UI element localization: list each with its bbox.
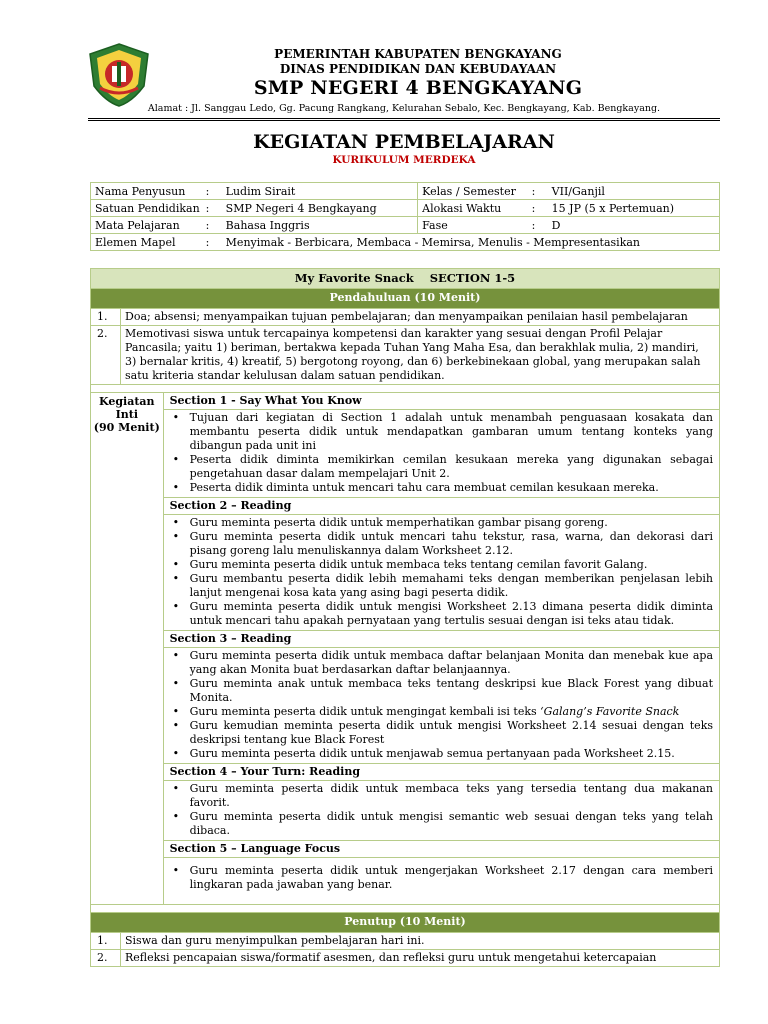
info-value: Menyimak - Berbicara, Membaca - Memirsa, Menulis - Mempresentasikan: [222, 234, 720, 251]
section-3-body: [163, 648, 719, 764]
info-colon: :: [204, 217, 222, 234]
unit-title: My Favorite Snack SECTION 1-5: [91, 269, 720, 289]
header-line-1: PEMERINTAH KABUPATEN BENGKAYANG: [274, 47, 562, 61]
info-row: [91, 200, 720, 217]
spacer: [91, 905, 720, 913]
info-value: VII/Ganjil: [548, 183, 720, 200]
section-4-title: Section 4 – Your Turn: Reading: [163, 764, 719, 781]
school-address: Alamat : Jl. Sanggau Ledo, Gg. Pacung Rangkang, Kelurahan Sebalo, Kec. Bengkayang, Kab. Bengkayang.: [147, 103, 661, 114]
info-colon: :: [204, 183, 222, 200]
list-item: • Guru meminta peserta didik untuk memperhatikan gambar pisang goreng.: [170, 516, 713, 530]
section-4-body: [163, 781, 719, 841]
info-table: [90, 182, 720, 251]
info-row: [91, 234, 720, 251]
item-number: 1.: [91, 309, 121, 326]
list-item: • Peserta didik diminta untuk mencari tahu cara membuat cemilan kesukaan mereka.: [170, 481, 713, 495]
item-number: 2.: [91, 950, 121, 967]
section-2-title: Section 2 – Reading: [163, 498, 719, 515]
item-number: 1.: [91, 933, 121, 950]
item-text: Doa; absensi; menyampaikan tujuan pembelajaran; dan menyampaikan penilaian hasil pembelajaran: [121, 309, 720, 326]
list-item: • Guru meminta peserta didik untuk membaca daftar belanjaan Monita dan menebak kue apa yang akan Monita buat berdasarkan daftar belanjaannya.: [170, 649, 713, 677]
list-item: [91, 933, 720, 950]
section-3-title: Section 3 – Reading: [163, 631, 719, 648]
list-item: • Guru membantu peserta didik lebih memahami teks dengan memberikan penjelasan lebih lanjut mengenai kosa kata yang asing bagi peserta didik.: [170, 572, 713, 600]
list-item: • Guru meminta peserta didik untuk mengerjakan Worksheet 2.17 dengan cara memberi lingkaran pada jawaban yang benar.: [170, 864, 713, 892]
activities-table: [90, 268, 720, 967]
header-line-2: DINAS PENDIDIKAN DAN KEBUDAYAAN: [279, 62, 557, 76]
info-label: Nama Penyusun: [91, 183, 204, 200]
list-item: [91, 950, 720, 967]
info-colon: :: [204, 200, 222, 217]
list-item: • Guru meminta peserta didik untuk mencari tahu tekstur, rasa, warna, dan dekorasi dari pisang goreng lalu menuliskannya dalam Worksheet 2.12.: [170, 530, 713, 558]
info-row: [91, 217, 720, 234]
list-item: • Guru meminta anak untuk membaca teks tentang deskripsi kue Black Forest yang dibuat Monita.: [170, 677, 713, 705]
info-row: [91, 183, 720, 200]
kegiatan-inti-label-2: Inti: [115, 408, 138, 421]
info-label: Fase: [418, 217, 530, 234]
regency-crest-logo: [86, 42, 152, 108]
item-text: Refleksi pencapaian siswa/formatif asesmen, dan refleksi guru untuk mengetahui ketercapaian: [121, 950, 720, 967]
document-title: KEGIATAN PEMBELAJARAN: [253, 131, 555, 153]
info-colon: :: [530, 183, 548, 200]
text-title-italic: ‘Galang’s Favorite Snack: [540, 705, 680, 718]
section-1-body: [163, 410, 719, 498]
item-text: Memotivasi siswa untuk tercapainya kompetensi dan karakter yang sesuai dengan Profil Pelajar Pancasila; yaitu 1) beriman, bertakwa kepada Tuhan Yang Maha Esa, dan berakhlak mulia, 2) mandiri, 3) bernalar kritis, 4) kreatif, 5) bergotong royong, dan 6) berkebinekaan global, yang merupakan salah satu kriteria standar kelulusan dalam satuan pendidikan.: [121, 326, 720, 385]
list-item: • Guru meminta peserta didik untuk mengisi semantic web sesuai dengan teks yang telah dibaca.: [170, 810, 713, 838]
info-value: Ludim Sirait: [222, 183, 418, 200]
info-colon: :: [204, 234, 222, 251]
info-label: Mata Pelajaran: [91, 217, 204, 234]
section-1-title: Section 1 - Say What You Know: [163, 393, 719, 410]
document-subtitle: KURIKULUM MERDEKA: [332, 154, 476, 166]
item-number: 2.: [91, 326, 121, 385]
info-label: Satuan Pendidikan: [91, 200, 204, 217]
info-label: Kelas / Semester: [418, 183, 530, 200]
header-government: [150, 47, 686, 77]
kegiatan-inti-label: [91, 393, 164, 905]
list-item-text: Guru meminta peserta didik untuk mengingat kembali isi teks: [189, 705, 541, 718]
kegiatan-inti-label-3: (90 Menit): [93, 421, 160, 434]
list-item: • Guru kemudian meminta peserta didik untuk mengisi Worksheet 2.14 sesuai dengan teks deskripsi tentang kue Black Forest: [170, 719, 713, 747]
school-name: SMP NEGERI 4 BENGKAYANG: [253, 77, 583, 99]
list-item: [170, 705, 713, 719]
list-item: • Guru meminta peserta didik untuk menjawab semua pertanyaan pada Worksheet 2.15.: [170, 747, 713, 761]
list-item: • Tujuan dari kegiatan di Section 1 adalah untuk menambah penguasaan kosakata dan membantu peserta didik untuk mendapatkan gambaran umum tentang konteks yang dibangun pada unit ini: [170, 411, 713, 453]
section-2-body: [163, 515, 719, 631]
list-item: [91, 309, 720, 326]
info-colon: :: [530, 200, 548, 217]
info-value: 15 JP (5 x Pertemuan): [548, 200, 720, 217]
kegiatan-inti-label-1: Kegiatan: [99, 395, 155, 408]
spacer: [91, 385, 720, 393]
list-item: • Guru meminta peserta didik untuk membaca teks yang tersedia tentang dua makanan favorit.: [170, 782, 713, 810]
info-value: SMP Negeri 4 Bengkayang: [222, 200, 418, 217]
section-5-title: Section 5 – Language Focus: [163, 841, 719, 858]
pendahuluan-heading: Pendahuluan (10 Menit): [91, 289, 720, 309]
info-label: Alokasi Waktu: [418, 200, 530, 217]
info-colon: :: [530, 217, 548, 234]
section-5-body: [163, 858, 719, 905]
item-text: Siswa dan guru menyimpulkan pembelajaran hari ini.: [121, 933, 720, 950]
penutup-heading: Penutup (10 Menit): [91, 913, 720, 933]
info-value: D: [548, 217, 720, 234]
info-value: Bahasa Inggris: [222, 217, 418, 234]
header-divider-2: [88, 120, 720, 121]
list-item: • Guru meminta peserta didik untuk membaca teks tentang cemilan favorit Galang.: [170, 558, 713, 572]
info-label: Elemen Mapel: [91, 234, 204, 251]
header-divider: [88, 118, 720, 119]
list-item: • Guru meminta peserta didik untuk mengisi Worksheet 2.13 dimana peserta didik diminta untuk mencari tahu apakah pernyataan yang tertulis sesuai dengan isi teks atau tidak.: [170, 600, 713, 628]
list-item: • Peserta didik diminta memikirkan cemilan kesukaan mereka yang digunakan sebagai pengetahuan dasar dalam mempelajari Unit 2.: [170, 453, 713, 481]
list-item: [91, 326, 720, 385]
